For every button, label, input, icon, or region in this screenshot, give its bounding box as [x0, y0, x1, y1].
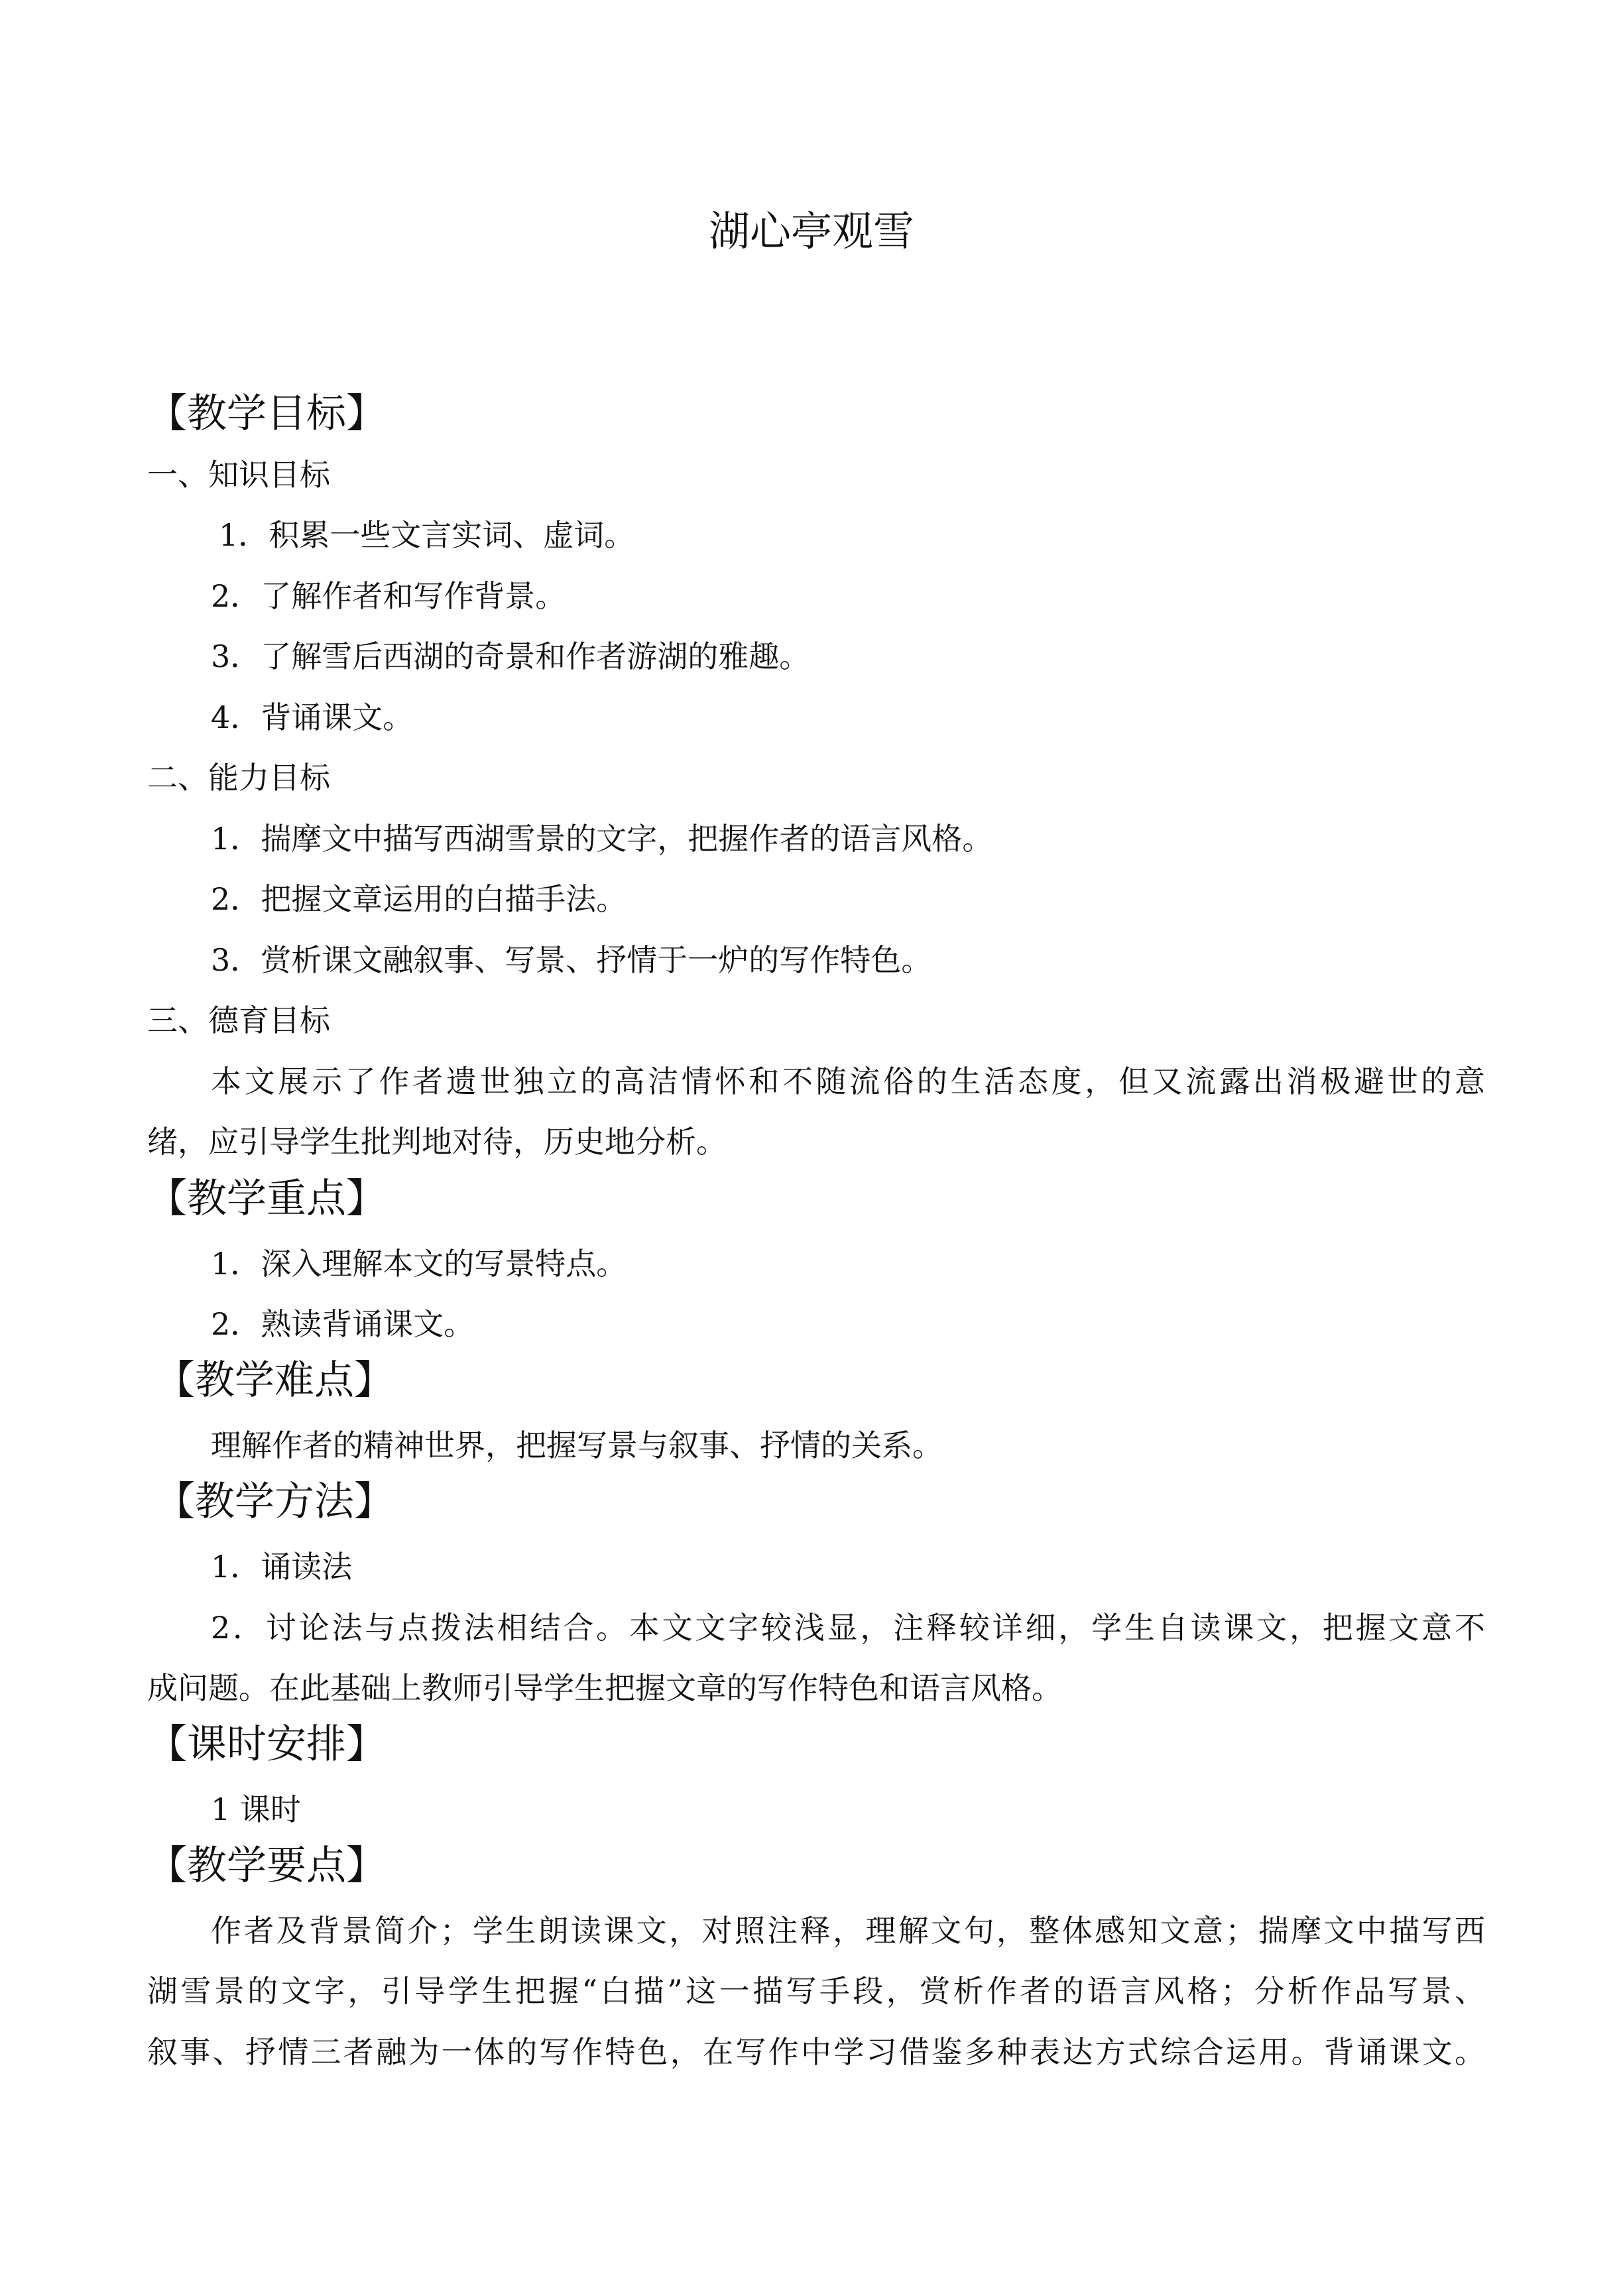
- knowledge-item-1: 1．积累一些文言实词、虚词。: [219, 517, 635, 553]
- knowledge-objectives-label: 一、知识目标: [147, 457, 330, 493]
- method-item-2-line-1: 2．讨论法与点拨法相结合。本文文字较浅显，注释较详细，学生自读课文，把握文意不: [211, 1610, 1485, 1646]
- essentials-heading: 【教学要点】: [147, 1843, 386, 1889]
- method-item-2-line-2: 成问题。在此基础上教师引导学生把握文章的写作特色和语言风格。: [147, 1670, 1062, 1706]
- schedule-heading: 【课时安排】: [147, 1721, 386, 1768]
- essentials-text-line-3: 叙事、抒情三者融为一体的写作特色，在写作中学习借鉴多种表达方式综合运用。背诵课文。: [147, 2034, 1485, 2070]
- key-points-heading: 【教学重点】: [147, 1176, 386, 1222]
- schedule-text: 1 课时: [211, 1791, 301, 1827]
- moral-objectives-text-line-2: 绪，应引导学生批判地对待，历史地分析。: [147, 1124, 727, 1160]
- difficulties-text: 理解作者的精神世界，把握写景与叙事、抒情的关系。: [211, 1427, 943, 1463]
- objectives-heading: 【教学目标】: [147, 391, 386, 437]
- knowledge-item-3: 3．了解雪后西湖的奇景和作者游湖的雅趣。: [211, 638, 810, 674]
- knowledge-item-2: 2．了解作者和写作背景。: [211, 578, 566, 614]
- moral-objectives-label: 三、德育目标: [147, 1002, 330, 1038]
- ability-item-1: 1．揣摩文中描写西湖雪景的文字，把握作者的语言风格。: [211, 821, 993, 857]
- ability-objectives-label: 二、能力目标: [147, 760, 330, 796]
- essentials-text-line-2: 湖雪景的文字，引导学生把握“白描”这一描写手段，赏析作者的语言风格；分析作品写景、: [147, 1973, 1485, 2009]
- document-title: 湖心亭观雪: [708, 207, 914, 255]
- method-item-1: 1．诵读法: [211, 1549, 353, 1585]
- difficulties-heading: 【教学难点】: [155, 1357, 394, 1404]
- essentials-text-line-1: 作者及背景简介；学生朗读课文，对照注释，理解文句，整体感知文意；揣摩文中描写西: [211, 1913, 1485, 1949]
- ability-item-3: 3．赏析课文融叙事、写景、抒情于一炉的写作特色。: [211, 942, 932, 978]
- key-point-item-2: 2．熟读背诵课文。: [211, 1306, 475, 1342]
- knowledge-item-4: 4．背诵课文。: [211, 699, 414, 735]
- moral-objectives-text-line-1: 本文展示了作者遗世独立的高洁情怀和不随流俗的生活态度，但又流露出消极避世的意: [211, 1063, 1485, 1099]
- ability-item-2: 2．把握文章运用的白描手法。: [211, 881, 627, 917]
- methods-heading: 【教学方法】: [155, 1479, 394, 1525]
- key-point-item-1: 1．深入理解本文的写景特点。: [211, 1246, 627, 1282]
